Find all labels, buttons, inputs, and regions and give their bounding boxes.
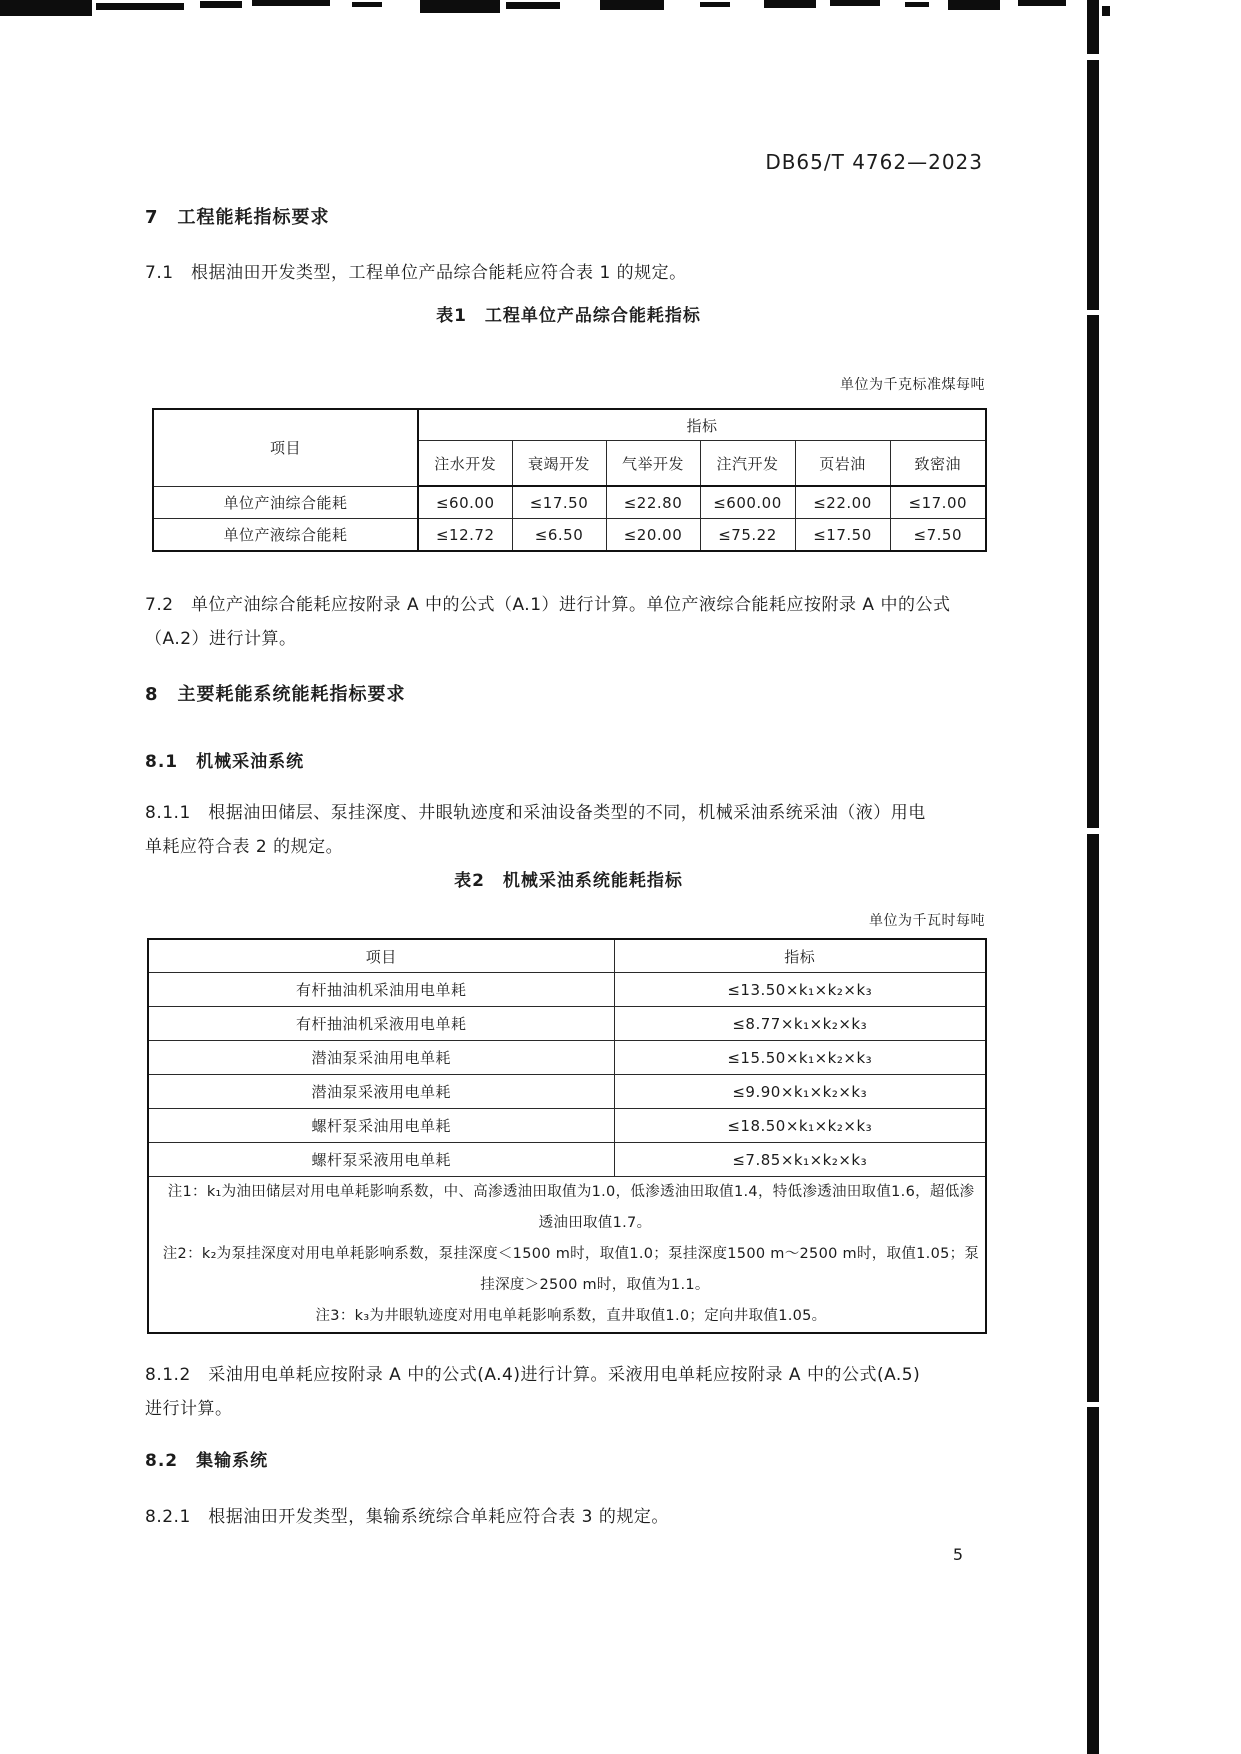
para-8-2-1: 8.2.1 根据油田开发类型，集输系统综合单耗应符合表 3 的规定。 xyxy=(145,1507,669,1527)
t2-value: ≤13.50×k₁×k₂×k₃ xyxy=(614,973,986,1007)
table-1-caption: 表1 工程单位产品综合能耗指标 xyxy=(436,306,701,326)
section-8-2-heading: 8.2 集输系统 xyxy=(145,1451,269,1471)
table-2-row xyxy=(148,973,986,1007)
t1-value: ≤75.22 xyxy=(700,519,795,552)
table-2-notes xyxy=(148,1177,986,1334)
scan-artifact xyxy=(1087,1402,1099,1407)
table-2-header-row xyxy=(148,939,986,973)
scan-artifact xyxy=(352,2,382,7)
t1-value: ≤7.50 xyxy=(890,519,986,552)
table-2-notes-row xyxy=(148,1177,986,1334)
para-7-2-line-2: （A.2）进行计算。 xyxy=(145,629,297,649)
t2-row-label: 潜油泵采油用电单耗 xyxy=(148,1041,614,1075)
table-2-unit-note: 单位为千瓦时每吨 xyxy=(869,913,985,929)
t1-col-header: 注水开发 xyxy=(418,441,512,487)
t1-value: ≤600.00 xyxy=(700,486,795,519)
scan-artifact xyxy=(200,1,242,8)
t1-value: ≤20.00 xyxy=(606,519,700,552)
section-8-1-heading: 8.1 机械采油系统 xyxy=(145,752,305,772)
scan-artifact xyxy=(0,0,92,16)
t2-col1-header: 项目 xyxy=(148,939,614,973)
t1-col-group-header: 指标 xyxy=(418,409,986,441)
table-1-row xyxy=(153,486,986,519)
table-1 xyxy=(152,408,987,552)
table-2-row xyxy=(148,1007,986,1041)
t2-value: ≤7.85×k₁×k₂×k₃ xyxy=(614,1143,986,1177)
table-2-row xyxy=(148,1143,986,1177)
t2-row-label: 螺杆泵采油用电单耗 xyxy=(148,1109,614,1143)
t1-row-header: 项目 xyxy=(153,409,418,486)
t1-value: ≤60.00 xyxy=(418,486,512,519)
t2-row-label: 潜油泵采液用电单耗 xyxy=(148,1075,614,1109)
para-8-1-1-line-1: 8.1.1 根据油田储层、泵挂深度、井眼轨迹度和采油设备类型的不同，机械采油系统采油（液）用电 xyxy=(145,803,926,823)
scan-artifact xyxy=(700,2,730,7)
table-2-row xyxy=(148,1075,986,1109)
doc-code: DB65/T 4762—2023 xyxy=(765,150,983,174)
t1-row-label: 单位产油综合能耗 xyxy=(153,486,418,519)
t2-row-label: 螺杆泵采液用电单耗 xyxy=(148,1143,614,1177)
t2-col2-header: 指标 xyxy=(614,939,986,973)
t2-value: ≤18.50×k₁×k₂×k₃ xyxy=(614,1109,986,1143)
scan-artifact xyxy=(948,0,1000,10)
scan-artifact xyxy=(764,0,816,8)
para-8-1-1-line-2: 单耗应符合表 2 的规定。 xyxy=(145,837,344,857)
para-7-1: 7.1 根据油田开发类型，工程单位产品综合能耗应符合表 1 的规定。 xyxy=(145,263,687,283)
table-2-row xyxy=(148,1109,986,1143)
t1-col-header: 衰竭开发 xyxy=(512,441,606,487)
t1-col-header: 致密油 xyxy=(890,441,986,487)
scan-artifact xyxy=(252,0,330,6)
scan-artifact xyxy=(1087,828,1099,834)
table-2 xyxy=(147,938,987,1334)
table-2-row xyxy=(148,1041,986,1075)
scan-artifact xyxy=(600,0,664,10)
t1-value: ≤17.50 xyxy=(512,486,606,519)
scan-artifact xyxy=(506,2,560,9)
table-2-note-3: 注3：k₃为井眼轨迹度对用电单耗影响系数，直井取值1.0；定向井取值1.05。 xyxy=(315,1308,827,1324)
table-1-row xyxy=(153,519,986,552)
table-2-note-1: 注1：k₁为油田储层对用电单耗影响系数，中、高渗透油田取值为1.0，低渗透油田取值1.4，特低渗透油田取值1.6，超低渗透油田取值1.7。 xyxy=(167,1184,975,1231)
t1-col-header: 页岩油 xyxy=(795,441,890,487)
scan-artifact xyxy=(905,2,929,7)
t1-value: ≤6.50 xyxy=(512,519,606,552)
t1-col-header: 气举开发 xyxy=(606,441,700,487)
para-8-1-1 xyxy=(145,796,1010,864)
scan-artifact xyxy=(1087,54,1099,60)
para-8-1-2-line-1: 8.1.2 采油用电单耗应按附录 A 中的公式(A.4)进行计算。采液用电单耗应按附录 A 中的公式(A.5) xyxy=(145,1365,921,1385)
scan-artifact xyxy=(420,0,500,13)
table-2-note-2: 注2：k₂为泵挂深度对用电单耗影响系数，泵挂深度＜1500 m时，取值1.0；泵挂深度1500 m～2500 m时，取值1.05；泵挂深度＞2500 m时，取值为1.1。 xyxy=(162,1246,980,1293)
t1-value: ≤22.00 xyxy=(795,486,890,519)
t2-value: ≤9.90×k₁×k₂×k₃ xyxy=(614,1075,986,1109)
t1-row-label: 单位产液综合能耗 xyxy=(153,519,418,552)
para-8-1-2-line-2: 进行计算。 xyxy=(145,1399,233,1419)
scan-artifact-strip xyxy=(1087,0,1099,1754)
t1-value: ≤22.80 xyxy=(606,486,700,519)
scan-artifact xyxy=(1087,310,1099,315)
t2-row-label: 有杆抽油机采油用电单耗 xyxy=(148,973,614,1007)
scan-artifact xyxy=(1102,6,1110,16)
section-8-heading: 8 主要耗能系统能耗指标要求 xyxy=(145,684,406,705)
para-8-1-2 xyxy=(145,1358,1010,1426)
t2-row-label: 有杆抽油机采液用电单耗 xyxy=(148,1007,614,1041)
section-7-heading: 7 工程能耗指标要求 xyxy=(145,207,330,228)
scan-artifact xyxy=(96,3,184,10)
t1-value: ≤17.00 xyxy=(890,486,986,519)
page-number: 5 xyxy=(952,1545,963,1564)
table-1-unit-note: 单位为千克标准煤每吨 xyxy=(840,377,985,393)
scan-artifact xyxy=(830,0,880,6)
table-2-caption: 表2 机械采油系统能耗指标 xyxy=(454,871,683,891)
scan-artifact xyxy=(1018,0,1066,6)
para-7-2-line-1: 7.2 单位产油综合能耗应按附录 A 中的公式（A.1）进行计算。单位产液综合能耗应按附录 A 中的公式 xyxy=(145,595,951,615)
t1-value: ≤17.50 xyxy=(795,519,890,552)
para-7-2 xyxy=(145,588,1010,656)
t2-value: ≤8.77×k₁×k₂×k₃ xyxy=(614,1007,986,1041)
t2-value: ≤15.50×k₁×k₂×k₃ xyxy=(614,1041,986,1075)
t1-col-header: 注汽开发 xyxy=(700,441,795,487)
table-1-header-row-1 xyxy=(153,409,986,441)
t1-value: ≤12.72 xyxy=(418,519,512,552)
